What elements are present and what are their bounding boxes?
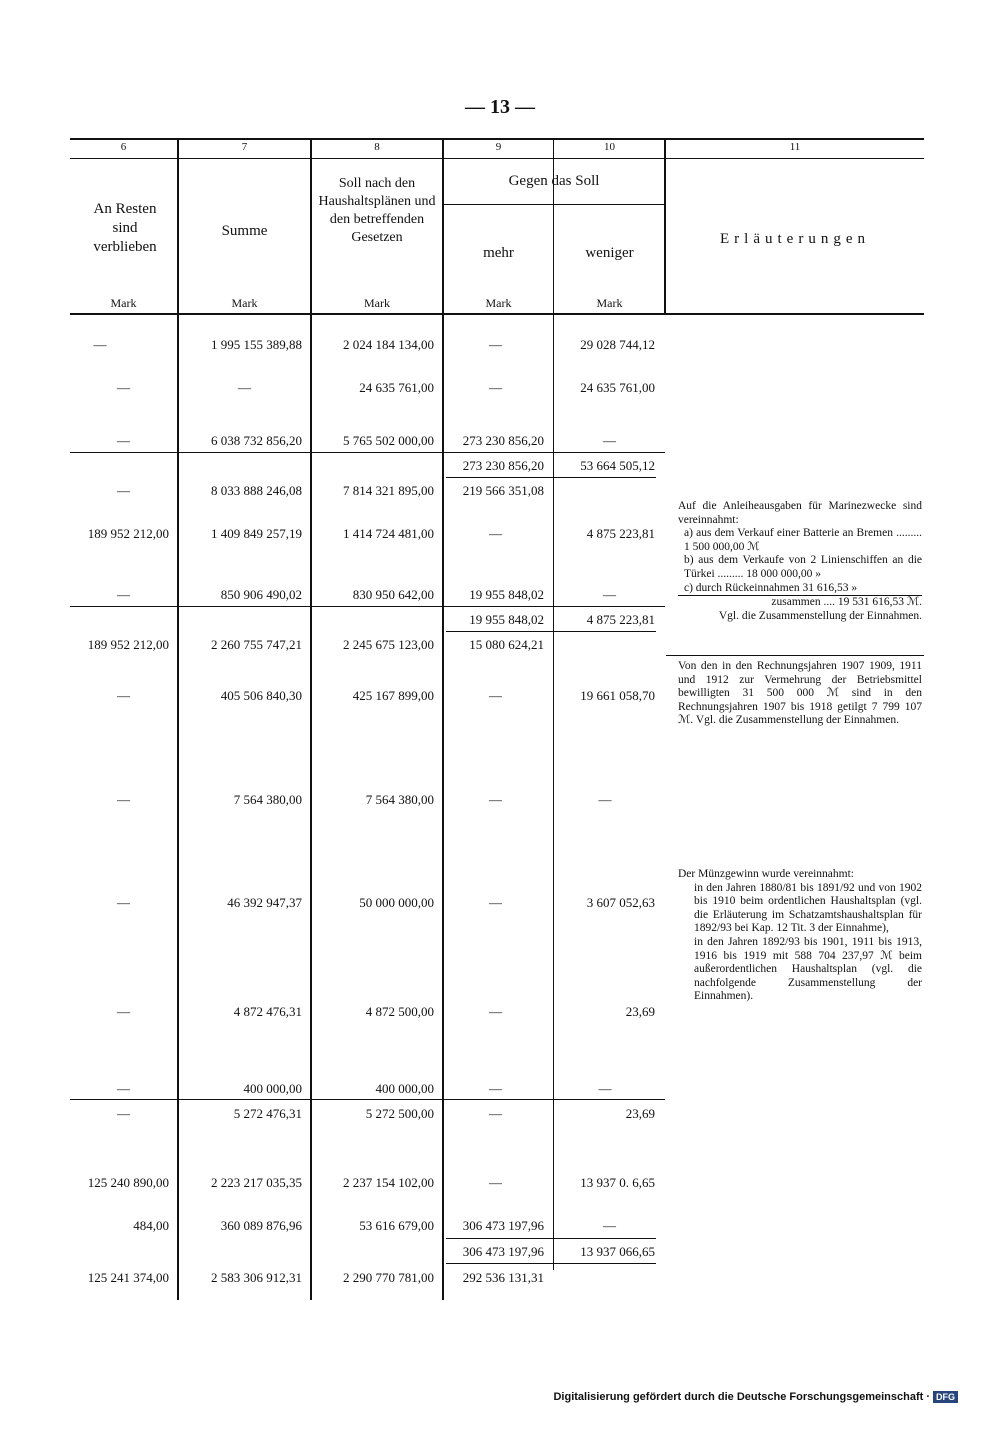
cell-c8: 2 245 675 123,00 — [343, 637, 434, 652]
cell-c10: 23,69 — [625, 1106, 655, 1121]
cell-c7: 360 089 876,96 — [220, 1218, 302, 1233]
cell-c10: 13 937 0. 6,65 — [580, 1175, 655, 1190]
cell-c7: 2 583 306 912,31 — [211, 1270, 302, 1285]
cell-c9: — — [489, 1004, 502, 1019]
sum-rule-2 — [446, 606, 656, 607]
cell-c6: — — [117, 792, 130, 807]
header-more: mehr — [483, 245, 514, 261]
unit-c9: Mark — [485, 296, 512, 310]
note-naval-intro: Auf die Anleiheausgaben für Marinezwecke sind vereinnahmt: — [678, 500, 922, 526]
header-target: Soll nach den Haushaltsplänen und den betreffenden Gesetzen — [318, 176, 436, 245]
cell-c6: 125 241 374,00 — [87, 1270, 169, 1285]
column-number-6: 6 — [120, 141, 127, 153]
cell-c8: 4 872 500,00 — [365, 1004, 434, 1019]
cell-c8: 7 564 380,00 — [365, 792, 434, 807]
note-coinage-body-1: in den Jahren 1880/81 bis 1891/92 und von 1902 bis 1910 beim ordentlichen Haushaltsplan (vgl. die Erläuterung im Schatzamtshaushaltsplan für 1892/93 bei Kap. 12 Tit. 3 der Einnahme), — [694, 881, 922, 935]
cell-c8: 2 290 770 781,00 — [343, 1270, 434, 1285]
column-number-rule — [70, 158, 924, 159]
cell-c6: — — [93, 337, 107, 352]
cell-c6: — — [117, 433, 130, 448]
cell-c10: 23,69 — [625, 1004, 655, 1019]
note-naval-item-c: c) durch Rückeinnahmen 31 616,53 » — [678, 582, 922, 597]
cell-c7: 2 260 755 747,21 — [211, 637, 302, 652]
cell-c9: 273 230 856,20 — [462, 433, 544, 448]
cell-c10: 4 875 223,81 — [586, 526, 655, 541]
cell-c10: — — [603, 587, 616, 602]
cell-c10: — — [598, 1081, 612, 1096]
cell-c9: — — [489, 792, 502, 807]
column-divider-8-9 — [442, 140, 444, 1300]
cell-c7: 405 506 840,30 — [220, 688, 302, 703]
cell-c10: 19 661 058,70 — [580, 688, 655, 703]
note-operating-funds: Von den in den Rechnungsjahren 1907 1909, 1911 und 1912 zur Vermehrung der Betriebsmittel bewilligten 31 500 000 ℳ sind in den Rechnungsjahren 1907 bis 1918 getilgt 7 799 107 ℳ. Vgl. die Zusammenstellung der Einnahmen. — [678, 660, 922, 727]
digitization-credit — [553, 1391, 958, 1403]
column-number-8: 8 — [374, 141, 380, 153]
cell-c6: — — [117, 587, 130, 602]
cell-c7: 46 392 947,37 — [227, 895, 302, 910]
unit-c8: Mark — [364, 296, 390, 310]
cell-c6: 189 952 212,00 — [87, 637, 169, 652]
cell-c9: — — [489, 1175, 502, 1190]
cell-c10: 24 635 761,00 — [580, 380, 655, 395]
cell-c10: — — [603, 433, 616, 448]
cell-c6: — — [117, 1004, 130, 1019]
unit-c10: Mark — [596, 296, 623, 310]
cell-c6: — — [117, 1106, 130, 1121]
column-divider-9-10 — [553, 140, 554, 1270]
cell-c10: 4 875 223,81 — [586, 612, 655, 627]
sum-rule-3b — [446, 1263, 656, 1264]
cell-c9: — — [489, 337, 502, 352]
cell-c9: 306 473 197,96 — [462, 1218, 544, 1233]
unit-c6: Mark — [110, 296, 137, 310]
sum-rule-1 — [446, 452, 656, 453]
table-top-rule — [70, 138, 924, 140]
cell-c6: 484,00 — [133, 1218, 169, 1233]
cell-c10: — — [603, 1218, 616, 1233]
cell-c7: — — [238, 380, 251, 395]
header-remaining: An Resten sind verblieben — [93, 201, 157, 255]
cell-c10: 13 937 066,65 — [580, 1244, 655, 1259]
cell-c8: 5 272 500,00 — [365, 1106, 434, 1121]
cell-c9: 19 955 848,02 — [469, 587, 544, 602]
cell-c9: 15 080 624,21 — [469, 637, 544, 652]
note-divider — [666, 655, 924, 656]
column-number-7: 7 — [241, 141, 248, 153]
cell-c9: 19 955 848,02 — [469, 612, 544, 627]
cell-c6: — — [117, 688, 130, 703]
column-number-9: 9 — [495, 141, 502, 153]
page-number: — 13 — — [465, 96, 535, 118]
cell-c7: 4 872 476,31 — [233, 1004, 302, 1019]
cell-c10: 29 028 744,12 — [580, 337, 655, 352]
cell-c7: 2 223 217 035,35 — [211, 1175, 302, 1190]
column-divider-10-11 — [664, 140, 666, 315]
cell-c9: — — [489, 895, 502, 910]
cell-c7: 1 995 155 389,88 — [211, 337, 302, 352]
cell-c9: — — [489, 526, 502, 541]
cell-c10: 3 607 052,63 — [586, 895, 655, 910]
column-number-11: 11 — [789, 141, 801, 153]
cell-c8: 2 237 154 102,00 — [343, 1175, 434, 1190]
column-divider-7-8 — [310, 140, 312, 1300]
cell-c9: — — [489, 380, 502, 395]
cell-c7: 400 000,00 — [243, 1081, 302, 1096]
cell-c6: 189 952 212,00 — [87, 526, 169, 541]
section-rule-3 — [70, 1099, 665, 1100]
cell-c8: 2 024 184 134,00 — [343, 337, 434, 352]
dfg-logo: DFG — [933, 1391, 958, 1403]
note-coinage-profit — [678, 868, 922, 1004]
cell-c7: 6 038 732 856,20 — [211, 433, 302, 448]
header-bottom-rule — [70, 313, 924, 315]
cell-c9: — — [489, 1106, 502, 1121]
cell-c6: — — [117, 380, 130, 395]
sum-rule-2b — [446, 631, 656, 632]
cell-c8: 53 616 679,00 — [359, 1218, 434, 1233]
note-naval-item-b: b) aus dem Verkaufe von 2 Linienschiffen an die Türkei ......... 18 000 000,00 » — [684, 554, 922, 580]
cell-c6: — — [117, 483, 130, 498]
cell-c6: — — [117, 1081, 130, 1096]
cell-c10: 53 664 505,12 — [580, 458, 655, 473]
cell-c6: 125 240 890,00 — [87, 1175, 169, 1190]
cell-c7: 1 409 849 257,19 — [211, 526, 302, 541]
cell-c8: 5 765 502 000,00 — [343, 433, 434, 448]
cell-c9: — — [489, 688, 502, 703]
cell-c9: 292 536 131,31 — [462, 1270, 544, 1285]
note-naval-sales — [678, 500, 922, 623]
group-header-rule — [443, 204, 665, 205]
footer-text: Digitalisierung gefördert durch die Deutsche Forschungsgemeinschaft · — [553, 1391, 930, 1403]
column-divider-6-7 — [177, 140, 179, 1300]
cell-c9: — — [489, 1081, 502, 1096]
cell-c7: 8 033 888 246,08 — [211, 483, 302, 498]
note-naval-ref: Vgl. die Zusammenstellung der Einnahmen. — [718, 609, 922, 622]
sum-rule-1b — [446, 477, 656, 478]
note-naval-total: zusammen .... 19 531 616,53 ℳ. — [771, 596, 922, 609]
header-against-target: Gegen das Soll — [508, 173, 600, 189]
header-sum: Summe — [221, 223, 268, 239]
cell-c7: 850 906 490,02 — [220, 587, 302, 602]
note-coinage-body-2: in den Jahren 1892/93 bis 1901, 1911 bis 1913, 1916 bis 1919 mit 588 704 237,97 ℳ beim außerordentlichen Haushaltsplan (vgl. die nachfolgende Zusammenstellung der Einnahmen). — [694, 935, 922, 1003]
cell-c8: 24 635 761,00 — [359, 380, 434, 395]
cell-c8: 7 814 321 895,00 — [343, 483, 434, 498]
cell-c8: 425 167 899,00 — [352, 688, 434, 703]
cell-c8: 830 950 642,00 — [352, 587, 434, 602]
note-naval-item-a: a) aus dem Verkauf einer Batterie an Bremen ......... 1 500 000,00 ℳ — [684, 527, 922, 553]
cell-c7: 5 272 476,31 — [233, 1106, 302, 1121]
header-less: weniger — [585, 245, 634, 261]
cell-c8: 400 000,00 — [375, 1081, 434, 1096]
cell-c6: — — [117, 895, 130, 910]
cell-c8: 50 000 000,00 — [359, 895, 434, 910]
cell-c9: 273 230 856,20 — [462, 458, 544, 473]
cell-c9: 306 473 197,96 — [462, 1244, 544, 1259]
cell-c8: 1 414 724 481,00 — [343, 526, 434, 541]
unit-c7: Mark — [231, 296, 258, 310]
header-explanations: Erläuterungen — [720, 231, 870, 247]
column-number-10: 10 — [604, 141, 615, 153]
cell-c10: — — [598, 792, 612, 807]
cell-c9: 219 566 351,08 — [462, 483, 544, 498]
sum-rule-3 — [446, 1238, 656, 1239]
note-coinage-intro: Der Münzgewinn wurde vereinnahmt: — [678, 868, 854, 880]
cell-c7: 7 564 380,00 — [233, 792, 302, 807]
